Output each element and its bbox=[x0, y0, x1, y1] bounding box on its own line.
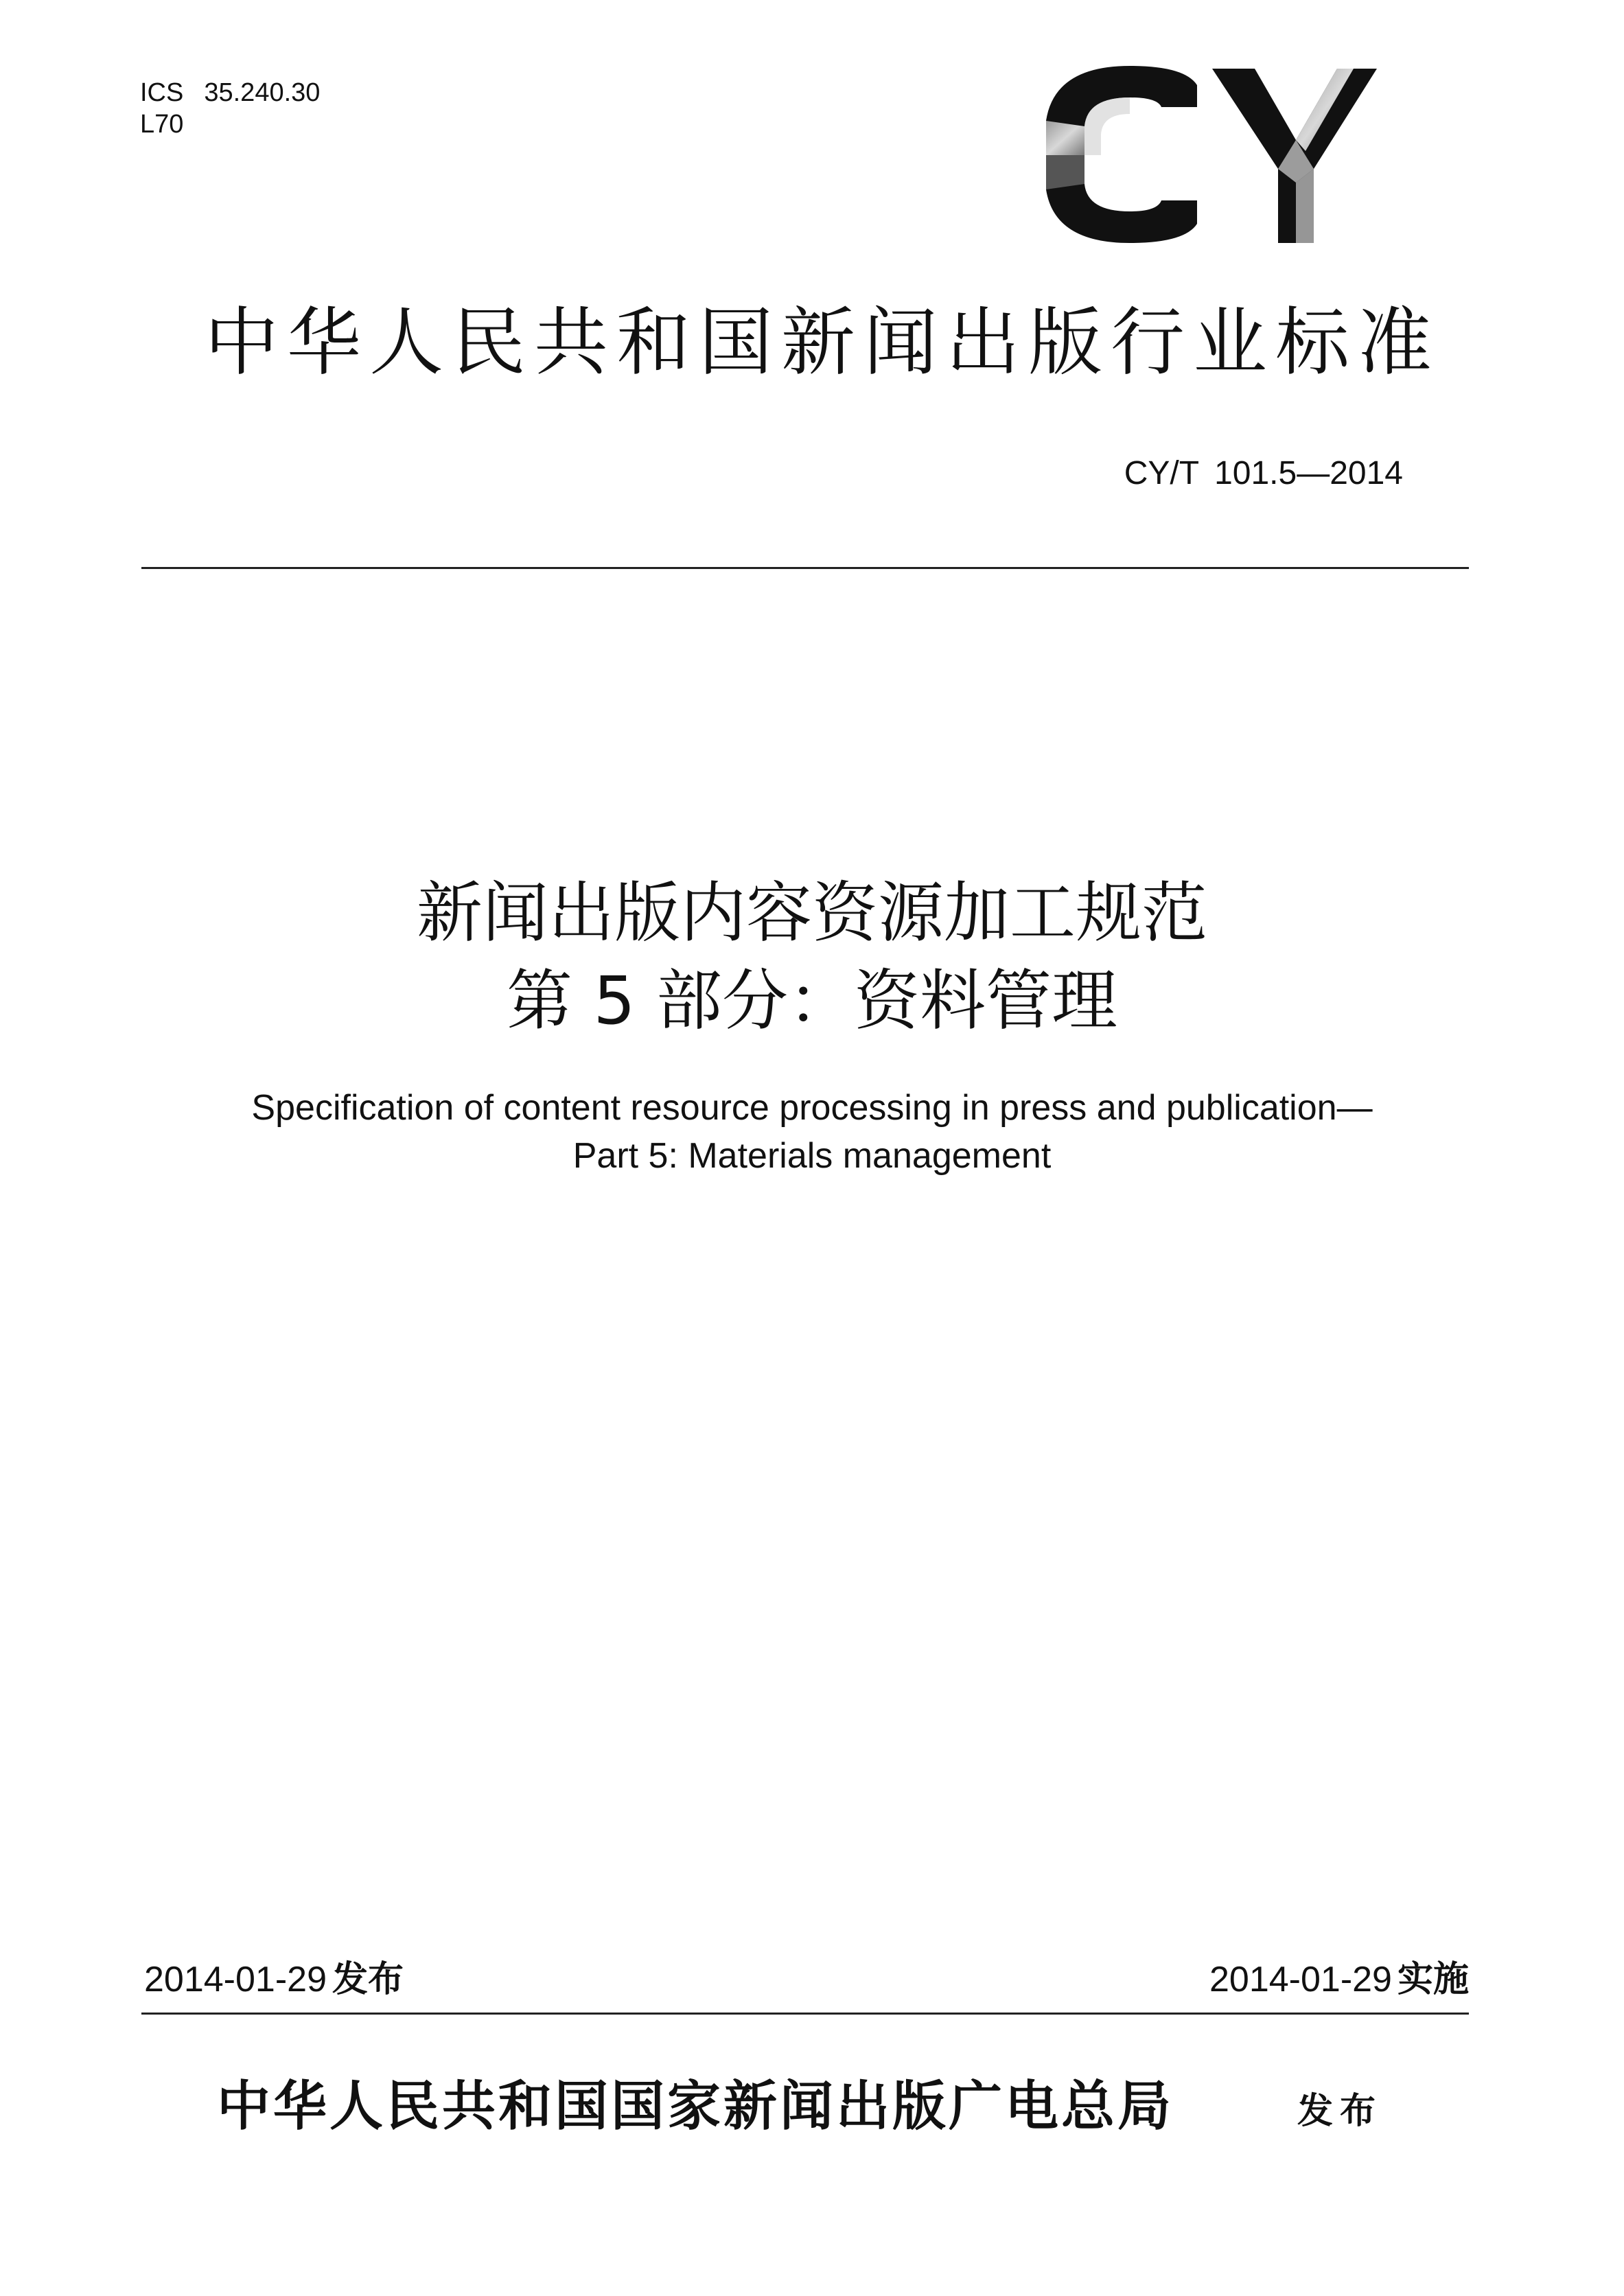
issue-date bbox=[144, 1958, 404, 2002]
cy-logo bbox=[1041, 66, 1377, 244]
issuing-authority: 中华人民共和国国家新闻出版广电总局 bbox=[217, 2075, 1174, 2137]
implementation-date-value: 2014-01-29 bbox=[1209, 1960, 1392, 1999]
issue-date-value: 2014-01-29 bbox=[144, 1960, 327, 1999]
title-en-line-2: Part 5: Materials management bbox=[572, 1136, 1052, 1176]
ics-code: 35.240.30 bbox=[204, 78, 321, 107]
ics-label: ICS bbox=[140, 78, 184, 107]
header-divider bbox=[141, 567, 1469, 569]
footer-divider bbox=[141, 2013, 1469, 2015]
ics-code-line bbox=[140, 77, 320, 108]
implementation-date bbox=[1209, 1958, 1469, 2002]
issue-date-label: 发布 bbox=[332, 1959, 404, 2000]
clc-code: L70 bbox=[140, 110, 184, 139]
standard-number-value: 101.5—2014 bbox=[1214, 455, 1403, 491]
logo-letter-c bbox=[1046, 66, 1197, 243]
title-cn-line-2: 第 5 部分：资料管理 bbox=[506, 962, 1118, 1039]
title-cn-line-1: 新闻出版内容资源加工规范 bbox=[417, 874, 1207, 951]
title-en-line-1: Specification of content resource processing in press and publication— bbox=[251, 1088, 1373, 1128]
implementation-date-label: 实施 bbox=[1397, 1959, 1469, 2000]
issuing-suffix: 发布 bbox=[1297, 2090, 1383, 2132]
standard-number bbox=[1124, 453, 1403, 494]
standard-type-heading: 中华人民共和国新闻出版行业标准 bbox=[204, 300, 1440, 386]
logo-letter-y bbox=[1212, 69, 1377, 243]
standard-number-prefix: CY/T bbox=[1124, 455, 1200, 491]
